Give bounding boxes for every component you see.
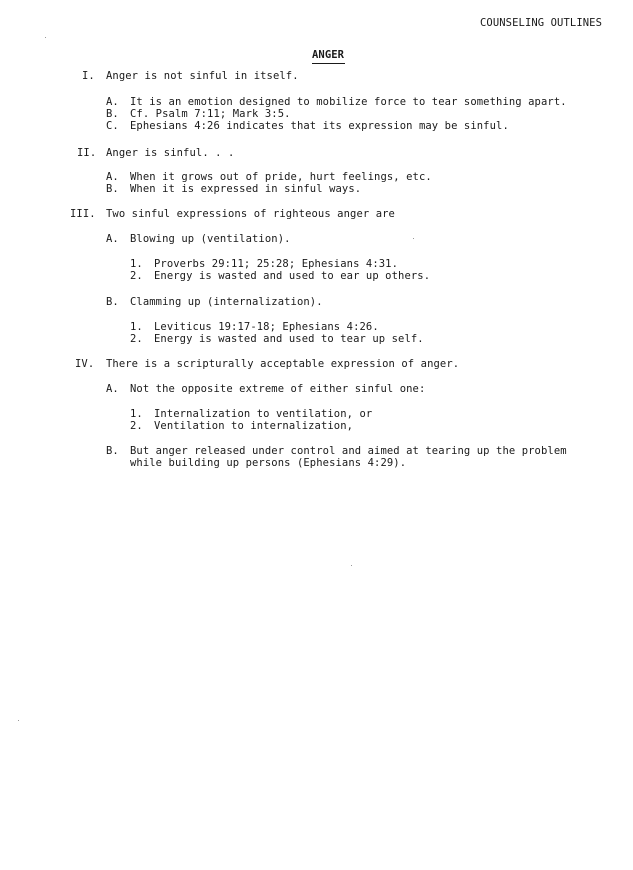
outline-letter: A. [106, 383, 119, 395]
outline-item: Leviticus 19:17-18; Ephesians 4:26. [154, 321, 379, 333]
scan-speck [351, 565, 352, 566]
outline-item: Proverbs 29:11; 25:28; Ephesians 4:31. [154, 258, 399, 270]
scan-speck [45, 37, 46, 38]
title-underline [312, 63, 345, 64]
outline-item-number: 1. [130, 258, 143, 270]
outline-point: Ephesians 4:26 indicates that its expression may be sinful. [130, 120, 509, 132]
outline-letter: B. [106, 183, 119, 195]
outline-point: Cf. Psalm 7:11; Mark 3:5. [130, 108, 291, 120]
outline-item: Internalization to ventilation, or [154, 408, 373, 420]
running-header: COUNSELING OUTLINES [480, 17, 603, 29]
outline-heading: Anger is not sinful in itself. [106, 70, 299, 82]
outline-item-number: 1. [130, 408, 143, 420]
scan-speck [18, 720, 19, 721]
outline-heading: Two sinful expressions of righteous anger are [106, 208, 395, 220]
outline-letter: B. [106, 445, 119, 457]
outline-item-number: 2. [130, 333, 143, 345]
outline-letter: B. [106, 108, 119, 120]
outline-number: IV. [75, 358, 95, 370]
outline-item-number: 1. [130, 321, 143, 333]
outline-heading: Anger is sinful. . . [106, 147, 235, 159]
outline-point: Blowing up (ventilation). [130, 233, 291, 245]
outline-point: When it grows out of pride, hurt feelings, etc. [130, 171, 432, 183]
outline-point-continuation: while building up persons (Ephesians 4:29). [130, 457, 407, 469]
outline-item-number: 2. [130, 270, 143, 282]
scan-speck [413, 238, 414, 239]
outline-item: Ventilation to internalization, [154, 420, 354, 432]
outline-letter: C. [106, 120, 119, 132]
outline-number: II. [77, 147, 97, 159]
outline-heading: There is a scripturally acceptable expression of anger. [106, 358, 460, 370]
outline-item: Energy is wasted and used to ear up others. [154, 270, 431, 282]
outline-point: Not the opposite extreme of either sinful one: [130, 383, 426, 395]
page-title: ANGER [312, 49, 345, 61]
outline-point: Clamming up (internalization). [130, 296, 323, 308]
outline-point: When it is expressed in sinful ways. [130, 183, 362, 195]
outline-item-number: 2. [130, 420, 143, 432]
outline-letter: B. [106, 296, 119, 308]
outline-letter: A. [106, 233, 119, 245]
outline-point: It is an emotion designed to mobilize force to tear something apart. [130, 96, 567, 108]
outline-letter: A. [106, 171, 119, 183]
outline-point: But anger released under control and aimed at tearing up the problem [130, 445, 567, 457]
outline-number: III. [70, 208, 96, 220]
outline-item: Energy is wasted and used to tear up self. [154, 333, 424, 345]
outline-letter: A. [106, 96, 119, 108]
outline-number: I. [82, 70, 95, 82]
